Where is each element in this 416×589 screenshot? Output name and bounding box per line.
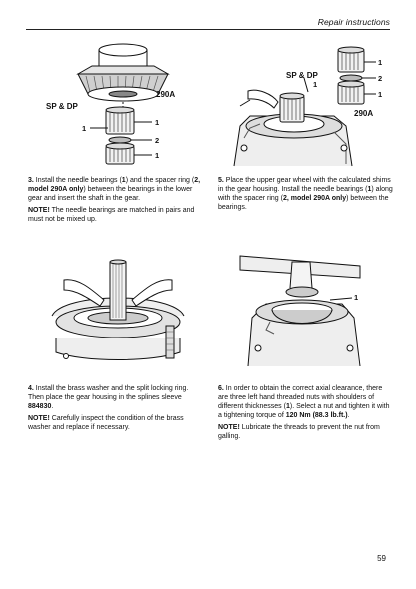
callout: 1	[378, 58, 383, 67]
callout: 2	[378, 74, 383, 83]
figure-label-sp-dp: SP & DP	[46, 102, 78, 111]
step-number: 3.	[28, 177, 34, 184]
callout: 1	[313, 80, 318, 89]
figure-label-model: 290A	[354, 109, 374, 118]
note-label: NOTE!	[218, 424, 240, 431]
callout: 1	[378, 90, 383, 99]
callout: 2	[155, 136, 160, 145]
figure-label-model: 290A	[156, 90, 176, 99]
step-number: 6.	[218, 385, 224, 392]
note-label: NOTE!	[28, 415, 50, 422]
step-number: 5.	[218, 177, 224, 184]
step-number: 4.	[28, 385, 34, 392]
section-header: Repair instructions	[317, 17, 390, 27]
callout: 1	[155, 118, 160, 127]
callout: 1	[155, 151, 160, 160]
note-label: NOTE!	[28, 207, 50, 214]
figure-lower-gear-bearings	[28, 36, 200, 168]
step-3-text: 3. Install the needle bearings (1) and the spacer ring (2, model 290A only) between the bearings in the lower gear and insert the shaft in the gear. NOTE! The needle bearings are matched in pairs and must not be mixed up.	[28, 177, 201, 223]
figure-gear-housing-splines	[44, 252, 192, 370]
step-6-text: 6. In order to obtain the correct axial clearance, there are three left hand threaded nuts with shoulders of different thicknesses (1). Select a nut and tighten it with a tightening torque of 120 Nm (88.3 lb.ft.). NOTE! Lubricate the threads to prevent the nut from galling.	[218, 385, 390, 440]
step-4-text: 4. Install the brass washer and the split locking ring. Then place the gear housing in the splines sleeve 884830. NOTE! Carefully inspect the condition of the brass washer and replace if necessary.	[28, 385, 189, 431]
figure-label-sp-dp: SP & DP	[286, 71, 318, 80]
figure-tighten-nut	[230, 248, 380, 370]
callout: 1	[354, 293, 359, 302]
page-number: 59	[377, 554, 386, 563]
callout: 1	[82, 124, 87, 133]
header-rule	[26, 29, 390, 30]
figure-upper-gear-bearings	[214, 36, 394, 168]
step-5-text: 5. Place the upper gear wheel with the calculated shims in the gear housing. Install the needle bearings (1) along with the spacer ring (2, model 290A only) between the bearings.	[218, 177, 393, 211]
